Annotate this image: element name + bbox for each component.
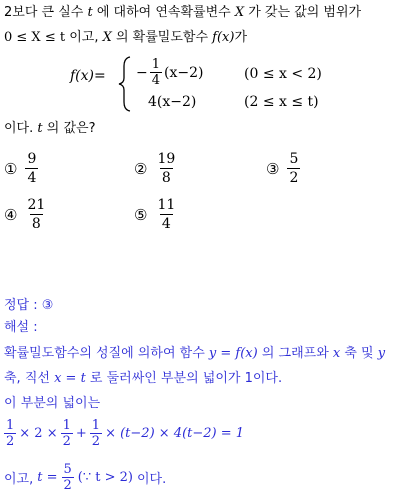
fraction	[155, 150, 177, 187]
numerator: 9	[27, 151, 37, 167]
text-segment: 이고,	[4, 472, 34, 487]
denominator: 2	[91, 434, 101, 449]
choice-marker: ②	[134, 159, 148, 178]
explanation-label: 해설 :	[4, 320, 38, 335]
text-segment: 축, 직선	[4, 371, 55, 386]
text-segment: 2보다 큰 실수	[4, 5, 88, 20]
text-segment: 가 갖는 값의 범위가	[244, 5, 362, 20]
numerator: 11	[157, 197, 176, 213]
choice-marker: ①	[4, 159, 18, 178]
math-t: t	[87, 5, 93, 20]
area-equation	[4, 418, 244, 449]
question-line	[4, 121, 95, 137]
numerator: 1	[91, 418, 101, 433]
denominator: 2	[62, 434, 71, 449]
text-segment: 이고,	[65, 30, 103, 45]
denominator: 2	[289, 170, 299, 186]
brace-icon	[118, 56, 132, 112]
math-X: X	[234, 5, 245, 20]
final-line	[4, 462, 166, 493]
choice-marker: ④	[4, 205, 18, 224]
piece-expr: (x−2)	[164, 64, 204, 81]
denominator: 8	[31, 216, 41, 232]
math-range: 0 ≤ X ≤ t	[4, 30, 66, 45]
minus-sign: −	[136, 64, 148, 81]
explanation-line-3: 이 부분의 넓이는	[4, 396, 101, 411]
fraction	[4, 418, 16, 449]
text-segment: 의 값은?	[42, 121, 96, 136]
fraction	[62, 462, 74, 493]
fraction	[61, 418, 73, 449]
numerator: 5	[63, 462, 72, 477]
math-t-equals: t =	[37, 470, 58, 485]
math-X: X	[102, 30, 112, 45]
choice-3[interactable]	[266, 150, 300, 187]
fraction	[25, 150, 38, 187]
answer-label: 정답 : ③	[4, 298, 54, 313]
text-segment: 의 확률밀도함수	[111, 30, 213, 45]
condition: (∵ t > 2)	[77, 470, 133, 485]
math-eq: x = t	[54, 371, 86, 386]
math-y: y	[377, 346, 386, 361]
choice-4[interactable]	[4, 196, 47, 233]
math-fx: f(x)	[212, 30, 235, 45]
choice-marker: ③	[266, 159, 280, 178]
fraction	[155, 196, 177, 233]
explanation-line-2	[4, 371, 282, 387]
numerator: 1	[62, 418, 71, 433]
math-eq: y = f(x)	[208, 346, 258, 361]
piece-condition: (0 ≤ x < 2)	[244, 66, 322, 82]
piece-expr: 4(x−2)	[148, 94, 197, 110]
denominator: 8	[161, 170, 171, 186]
text-segment: 로 둘러싸인 부분의 넓이가 1이다.	[85, 371, 283, 386]
numerator: 1	[151, 57, 161, 72]
math-t: t	[37, 121, 43, 136]
piece-condition: (2 ≤ x ≤ t)	[244, 94, 319, 110]
numerator: 21	[27, 197, 46, 213]
numerator: 1	[6, 418, 15, 433]
text-segment: 확률밀도함수의 성질에 의하여 함수	[4, 346, 209, 361]
denominator: 4	[151, 73, 161, 88]
fraction	[90, 418, 102, 449]
numerator: 19	[157, 151, 176, 167]
fraction	[287, 150, 300, 187]
piece-1	[136, 57, 203, 88]
equation-segment: × (t−2) × 4(t−2) = 1	[105, 426, 245, 441]
numerator: 5	[289, 151, 299, 167]
choice-2[interactable]	[134, 150, 177, 187]
text-segment: 축 및	[340, 346, 378, 361]
math-x: x	[332, 346, 341, 361]
choice-5[interactable]	[134, 196, 177, 233]
text-segment: 에 대하여 연속확률변수	[92, 5, 235, 20]
problem-line-2	[4, 30, 247, 46]
choice-1[interactable]	[4, 150, 38, 187]
equation-segment: +	[75, 426, 87, 441]
problem-line-1	[4, 5, 361, 21]
choice-marker: ⑤	[134, 205, 148, 224]
text-segment: 이다.	[136, 472, 167, 487]
text-segment: 가	[234, 30, 248, 45]
denominator: 2	[6, 434, 15, 449]
fraction	[25, 196, 47, 233]
denominator: 4	[161, 216, 171, 232]
denominator: 4	[27, 170, 37, 186]
function-lhs: f(x)=	[70, 68, 106, 84]
text-segment: 의 그래프와	[257, 346, 333, 361]
denominator: 2	[63, 478, 72, 493]
explanation-line-1	[4, 346, 385, 362]
equation-segment: × 2 ×	[19, 426, 58, 441]
fraction	[150, 57, 162, 88]
text-segment: 이다.	[4, 121, 38, 136]
